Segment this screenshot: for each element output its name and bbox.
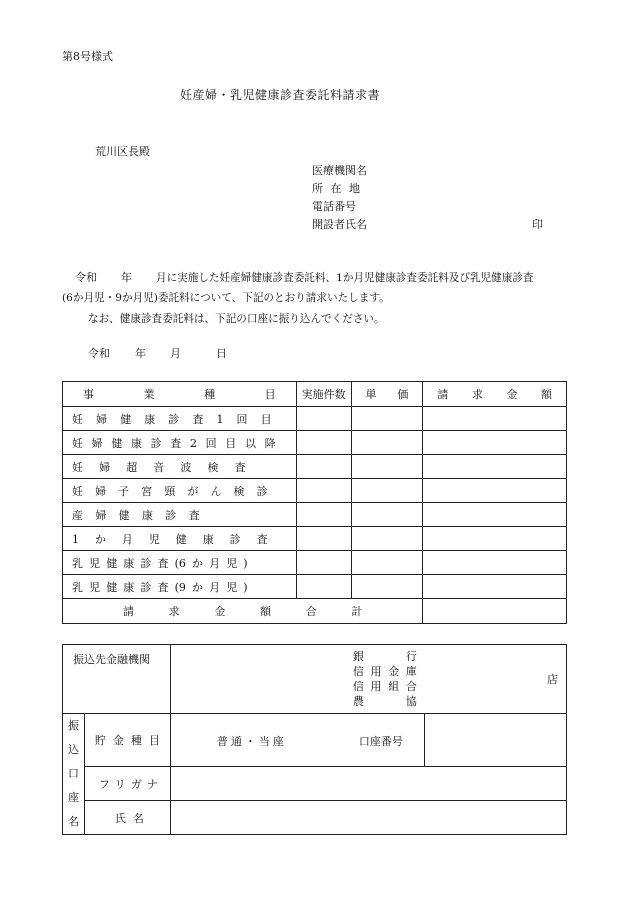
bank-type-shinkin: 信用金庫: [352, 665, 417, 678]
header-category: 事業種目: [83, 388, 276, 401]
count-cell[interactable]: [296, 479, 351, 503]
count-cell[interactable]: [296, 455, 351, 479]
table-row: [63, 503, 567, 527]
unit-price-cell[interactable]: [351, 407, 423, 431]
unit-price-cell[interactable]: [351, 527, 423, 551]
date-day: 日: [216, 347, 227, 360]
amount-cell[interactable]: [423, 527, 567, 551]
account-holder-name-field[interactable]: [170, 801, 566, 835]
bank-type-kumiai: 信用組合: [352, 680, 417, 693]
body-line-3: なお、健康診査委託料は、下記の口座に振り込んでください。: [88, 313, 385, 325]
total-row: [63, 599, 567, 624]
table-row: [63, 575, 567, 599]
unit-price-cell[interactable]: [351, 479, 423, 503]
form-number: 第8号様式: [62, 50, 113, 63]
bank-type-nokyo: 農協: [352, 695, 417, 708]
row-label: 乳児健康診査(9か月児): [72, 580, 248, 594]
date-era: 令和: [88, 347, 110, 360]
count-cell[interactable]: [296, 575, 351, 599]
bank-type-list: [353, 649, 424, 709]
amount-cell[interactable]: [423, 431, 567, 455]
date-year: 年: [135, 347, 146, 360]
institution-name-label: 医療機関名: [312, 164, 367, 177]
deposit-type-value[interactable]: 普通・当座: [216, 735, 287, 748]
count-cell[interactable]: [296, 431, 351, 455]
table-row: [63, 431, 567, 455]
row-label: 乳児健康診査(6か月児): [72, 556, 248, 570]
page-title: 妊産婦・乳児健康診査委託料請求書: [180, 88, 381, 102]
deposit-type-label: 貯金種目: [94, 734, 160, 747]
amount-cell[interactable]: [423, 407, 567, 431]
unit-price-cell[interactable]: [351, 551, 423, 575]
table-row: [63, 527, 567, 551]
bank-institution-label: 振込先金融機関: [63, 645, 171, 714]
row-label: 1か月児健康診査: [72, 532, 268, 546]
header-count: 実施件数: [296, 382, 351, 407]
seal-mark: 印: [532, 218, 543, 231]
addressee: 荒川区長殿: [95, 145, 150, 158]
account-number-label: 口座番号: [358, 735, 403, 748]
count-cell[interactable]: [296, 503, 351, 527]
body-era: 令和: [75, 271, 97, 284]
amount-cell[interactable]: [423, 551, 567, 575]
amount-cell[interactable]: [423, 575, 567, 599]
unit-price-cell[interactable]: [351, 431, 423, 455]
amount-cell[interactable]: [423, 479, 567, 503]
total-amount-cell[interactable]: [423, 599, 567, 624]
bank-type-bank: 銀行: [352, 650, 417, 663]
row-label: 産婦健康診査: [72, 508, 200, 522]
branch-label: 店: [424, 645, 566, 714]
count-cell[interactable]: [296, 527, 351, 551]
furigana-field[interactable]: [170, 767, 566, 801]
founder-name-label: 開設者氏名: [312, 218, 367, 231]
count-cell[interactable]: [296, 407, 351, 431]
body-line-1: 月に実施した妊産婦健康診査委託料、1か月児健康診査委託料及び乳児健康診査: [156, 272, 534, 284]
date-month: 月: [170, 347, 181, 360]
fee-table: [62, 381, 567, 624]
account-label-vertical: 振 込 口 座 名: [63, 714, 85, 835]
table-row: [63, 407, 567, 431]
phone-label: 電話番号: [312, 200, 356, 213]
row-label: 妊婦子宮頸がん検診: [72, 484, 268, 498]
furigana-label: フリガナ: [98, 777, 158, 791]
table-row: [63, 551, 567, 575]
table-row: [63, 479, 567, 503]
body-line-2: (6か月児・9か月児)委託料について、下記のとおり請求いたします。: [62, 292, 390, 304]
amount-cell[interactable]: [423, 503, 567, 527]
row-label: 妊婦健康診査2回目以降: [72, 436, 276, 450]
account-number-field[interactable]: [424, 714, 566, 767]
count-cell[interactable]: [296, 551, 351, 575]
header-amount: 請求金額: [437, 388, 552, 401]
body-year: 年: [121, 271, 132, 284]
table-row: [63, 455, 567, 479]
row-label: 妊婦超音波検査: [72, 460, 246, 474]
unit-price-cell[interactable]: [351, 503, 423, 527]
row-label: 妊婦健康診査1回目: [72, 412, 272, 426]
amount-cell[interactable]: [423, 455, 567, 479]
address-label: 所 在 地: [312, 182, 362, 195]
unit-price-cell[interactable]: [351, 575, 423, 599]
bank-table: [62, 644, 567, 835]
name-label: 氏名: [114, 811, 144, 825]
header-unit-price: 単価: [365, 388, 409, 401]
unit-price-cell[interactable]: [351, 455, 423, 479]
total-label: 請求金額合計: [123, 605, 363, 618]
table-header-row: [63, 382, 567, 407]
